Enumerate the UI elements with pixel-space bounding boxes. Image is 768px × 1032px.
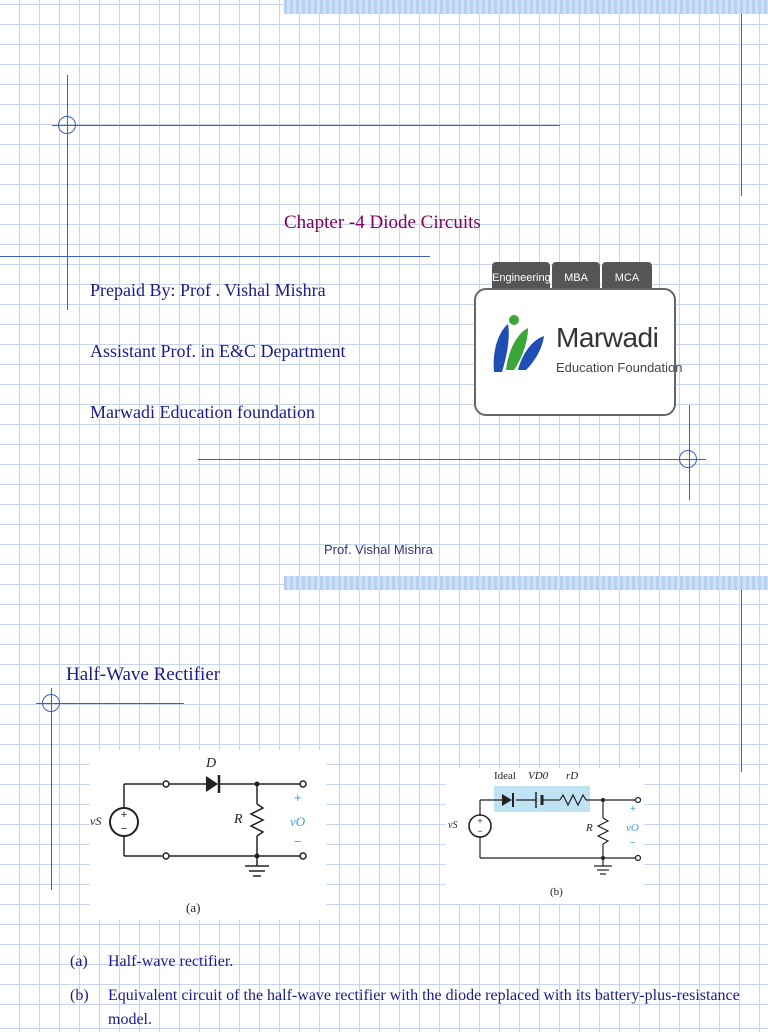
logo-name: Marwadi — [556, 322, 659, 353]
lower-rule — [198, 459, 706, 460]
caption-text: Half-wave rectifier. — [108, 953, 234, 970]
ideal-label: Ideal — [494, 770, 516, 782]
author-line: Prepaid By: Prof . Vishal Mishra — [90, 280, 326, 300]
logo-subtitle: Education Foundation — [556, 360, 683, 375]
output-plus: + — [294, 790, 302, 805]
svg-text:+: + — [120, 809, 128, 821]
output-minus: − — [294, 834, 302, 849]
logo-tab-label: Engineering — [492, 272, 551, 284]
logo-tab-label: MCA — [614, 272, 640, 284]
left-rule-slide-2 — [51, 688, 52, 890]
output-plus-b: + — [630, 804, 636, 815]
rd-label: rD — [566, 770, 579, 782]
marwadi-logo — [470, 262, 683, 418]
caption-text: Equivalent circuit of the half-wave rectifier with the diode replaced with its battery-plus-resistance model. — [108, 987, 740, 1028]
circuit-a — [90, 750, 326, 920]
position-line: Assistant Prof. in E&C Department — [90, 341, 346, 361]
caption-a — [70, 950, 740, 974]
top-band — [284, 0, 768, 14]
middle-rule — [0, 256, 430, 257]
chapter-title: Chapter -4 Diode Circuits — [284, 212, 481, 233]
logo-card — [474, 288, 683, 416]
output-label-b: vO — [626, 822, 639, 834]
output-label: vO — [290, 814, 306, 829]
svg-text:+: + — [477, 816, 483, 826]
svg-text:−: − — [477, 826, 483, 836]
source-label: vS — [90, 814, 102, 828]
footer-author: Prof. Vishal Mishra — [324, 542, 433, 557]
left-rule — [67, 75, 68, 310]
figure-a-label: (a) — [186, 900, 201, 915]
vd0-label: VD0 — [528, 770, 549, 782]
right-rule — [741, 14, 742, 196]
resistor-label: R — [234, 812, 243, 827]
logo-mark-icon — [488, 312, 552, 378]
svg-text:−: − — [120, 823, 128, 835]
corner-mark-bottom-right — [679, 450, 697, 468]
caption-b — [70, 984, 740, 1032]
circuit-b-schematic — [446, 768, 644, 888]
top-rule — [52, 125, 560, 126]
corner-mark-slide-2 — [42, 694, 60, 712]
org-line: Marwadi Education foundation — [90, 402, 315, 422]
logo-tab-label: MBA — [564, 272, 588, 284]
figure-b-label: (b) — [550, 886, 563, 898]
corner-mark-top-left — [58, 116, 76, 134]
source-label-b: vS — [448, 820, 458, 831]
right-rule-slide-2 — [741, 590, 742, 772]
top-band-slide-2 — [284, 576, 768, 590]
caption-tag: (a) — [70, 953, 88, 970]
caption-tag: (b) — [70, 987, 89, 1004]
diode-label: D — [206, 756, 217, 771]
output-minus-b: − — [630, 838, 636, 849]
resistor-label-b: R — [586, 822, 593, 834]
circuit-b — [446, 768, 644, 904]
slide-title: Half-Wave Rectifier — [66, 664, 221, 685]
